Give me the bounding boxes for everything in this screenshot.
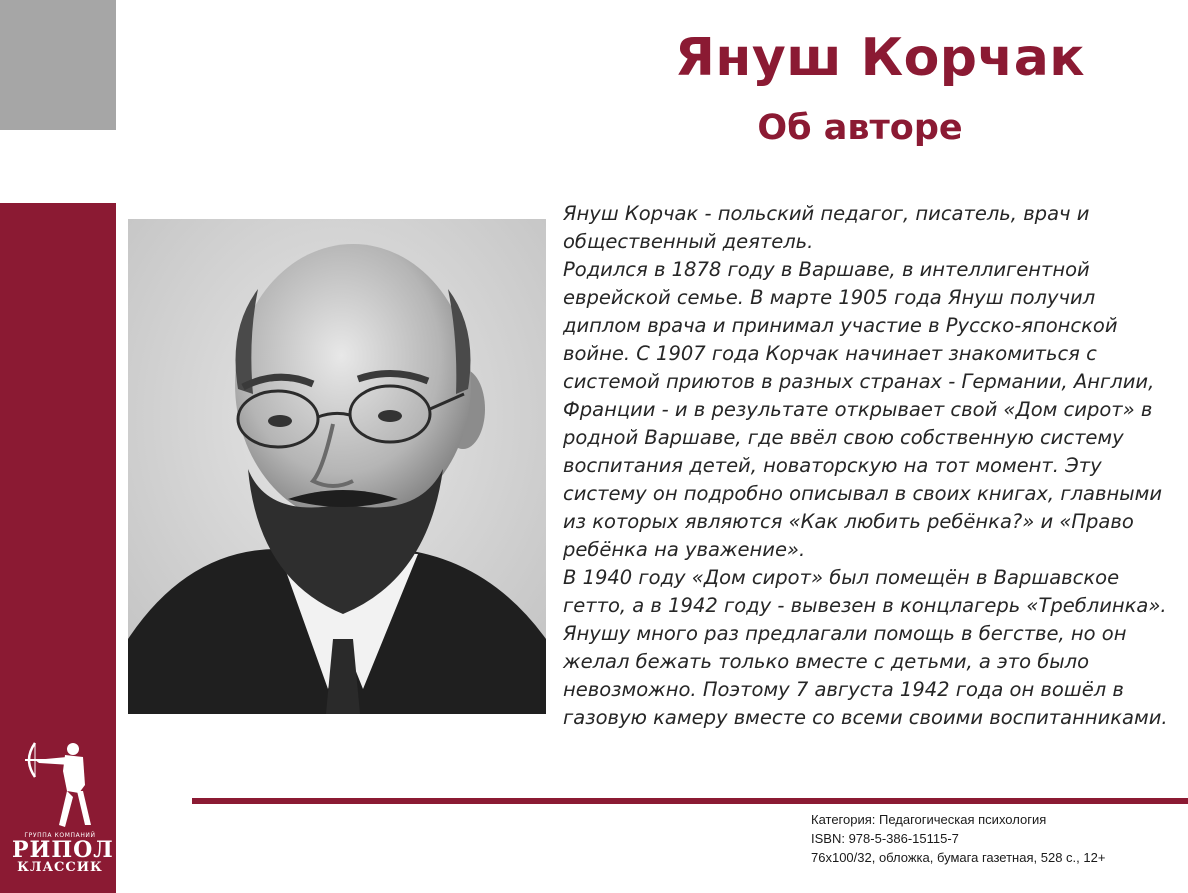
logo-subname: КЛАССИК — [17, 860, 103, 875]
footer-divider — [192, 798, 1188, 804]
book-category: Категория: Педагогическая психология — [811, 812, 1047, 827]
bio-paragraph: Януш Корчак - польский педагог, писатель, врач и общественный деятель. — [563, 202, 1090, 253]
book-format: 76х100/32, обложка, бумага газетная, 528 с., 12+ — [811, 850, 1106, 865]
logo-name: РИПОЛ — [12, 837, 114, 863]
publisher-logo — [12, 735, 114, 885]
author-portrait — [128, 219, 546, 714]
portrait-photo — [128, 219, 546, 714]
logo-group-label: ГРУППА КОМПАНИЙ — [24, 832, 96, 839]
page-subtitle: Об авторе — [757, 108, 963, 148]
gray-corner-block — [0, 0, 116, 130]
book-isbn: ISBN: 978-5-386-15115-7 — [811, 831, 959, 846]
bio-paragraph: Родился в 1878 году в Варшаве, в интеллигентной еврейской семье. В марте 1905 года Януш получил диплом врача и принимал участие в Русско-японской войне. С 1907 года Корчак начинает знакомиться с системой приютов в разных странах - Германии, Англии, Франции - и в результате открывает свой «Дом сирот» в родной Варшаве, где ввёл свою собственную систему воспитания детей, новаторскую на тот момент. Эту систему он подробно описывал в своих книгах, главными из которых являются «Как любить ребёнка?» и «Право ребёнка на уважение». — [563, 258, 1163, 561]
author-biography — [563, 200, 1175, 732]
archer-figure-icon — [21, 735, 99, 830]
book-details — [811, 810, 1181, 867]
bio-paragraph: В 1940 году «Дом сирот» был помещён в Варшавское гетто, а в 1942 году - вывезен в концлагерь «Треблинка». Янушу много раз предлагали помощь в бегстве, но он желал бежать только вместе с детьми, а это было невозможно. Поэтому 7 августа 1942 года он вошёл в газовую камеру вместе со всеми своими воспитанниками. — [563, 566, 1168, 729]
page-title: Януш Корчак — [674, 28, 1086, 88]
